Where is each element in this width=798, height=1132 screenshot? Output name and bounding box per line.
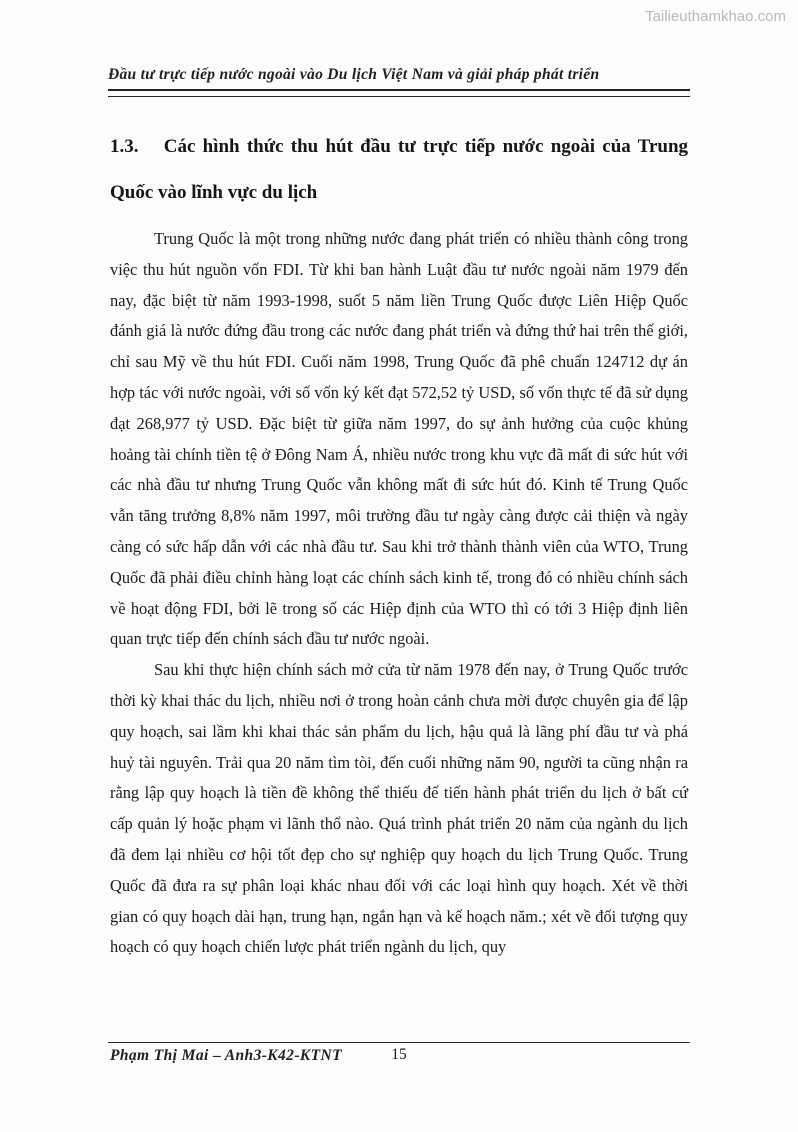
body-paragraph-1: Trung Quốc là một trong những nước đang phát triển có nhiều thành công trong việc thu hút nguồn vốn FDI. Từ khi ban hành Luật đầu tư nước ngoài năm 1979 đến nay, đặc biệt từ năm 1993-1998, suốt 5 năm liền Trung Quốc được Liên Hiệp Quốc đánh giá là nước đứng đầu trong các nước đang phát triển và đứng thứ hai trên thế giới, chỉ sau Mỹ về thu hút FDI. Cuối năm 1998, Trung Quốc đã phê chuẩn 124712 dự án hợp tác với nước ngoài, với số vốn ký kết đạt 572,52 tỷ USD, số vốn thực tế đã sử dụng đạt 268,977 tỷ USD. Đặc biệt từ giữa năm 1997, do sự ảnh hưởng của cuộc khủng hoảng tài chính tiền tệ ở Đông Nam Á, nhiều nước trong khu vực đã mất đi sức hút với các nhà đầu tư nhưng Trung Quốc vẫn không mất đi sức hút đó. Kinh tế Trung Quốc vẫn tăng trưởng 8,8% năm 1997, môi trường đầu tư ngày càng được cải thiện và ngày càng có sức hấp dẫn với các nhà đầu tư. Sau khi trở thành thành viên của WTO, Trung Quốc đã phải điều chỉnh hàng loạt các chính sách kinh tế, trong đó có nhiều chính sách về hoạt động FDI, bởi lẽ trong số các Hiệp định của WTO thì có tới 3 Hiệp định liên quan trực tiếp đến chính sách đầu tư nước ngoài. bbox=[110, 229, 688, 649]
watermark-text: Tailieuthamkhao.com bbox=[645, 8, 786, 25]
header-divider bbox=[108, 89, 690, 97]
footer-author-signature: Phạm Thị Mai – Anh3-K42-KTNT bbox=[110, 1047, 342, 1064]
page-content bbox=[110, 124, 688, 963]
section-number: 1.3. bbox=[110, 136, 139, 157]
running-header-title: Đầu tư trực tiếp nước ngoài vào Du lịch Việt Nam và giải pháp phát triển bbox=[108, 66, 600, 83]
page-number: 15 bbox=[391, 1046, 407, 1063]
section-title: Các hình thức thu hút đầu tư trực tiếp nước ngoài của Trung Quốc vào lĩnh vực du lịch bbox=[110, 136, 689, 203]
body-paragraph-2: Sau khi thực hiện chính sách mở cửa từ năm 1978 đến nay, ở Trung Quốc trước thời kỳ khai thác du lịch, nhiều nơi ở trong hoàn cảnh chưa mời được chuyên gia để lập quy hoạch, sai lầm khi khai thác sản phẩm du lịch, hậu quả là lãng phí đầu tư và phá huỷ tài nguyên. Trải qua 20 năm tìm tòi, đến cuối những năm 90, người ta cũng nhận ra rằng lập quy hoạch là tiền đề không thể thiếu để tiến hành phát triển du lịch ở bất cứ cấp quản lý hoặc phạm vi lãnh thổ nào. Quá trình phát triển 20 năm của ngành du lịch đã đem lại nhiều cơ hội tốt đẹp cho sự nghiệp quy hoạch du lịch Trung Quốc. Trung Quốc đã đưa ra sự phân loại khác nhau đối với các loại hình quy hoạch. Xét về thời gian có quy hoạch dài hạn, trung hạn, ngắn hạn và kế hoạch năm.; xét về đối tượng quy hoạch có quy hoạch chiến lược phát triển ngành du lịch, quy bbox=[110, 660, 688, 957]
page-footer bbox=[108, 1042, 690, 1071]
footer-divider bbox=[108, 1042, 690, 1043]
section-heading bbox=[110, 124, 688, 216]
page-header bbox=[108, 66, 690, 97]
footer-row bbox=[108, 1045, 690, 1071]
